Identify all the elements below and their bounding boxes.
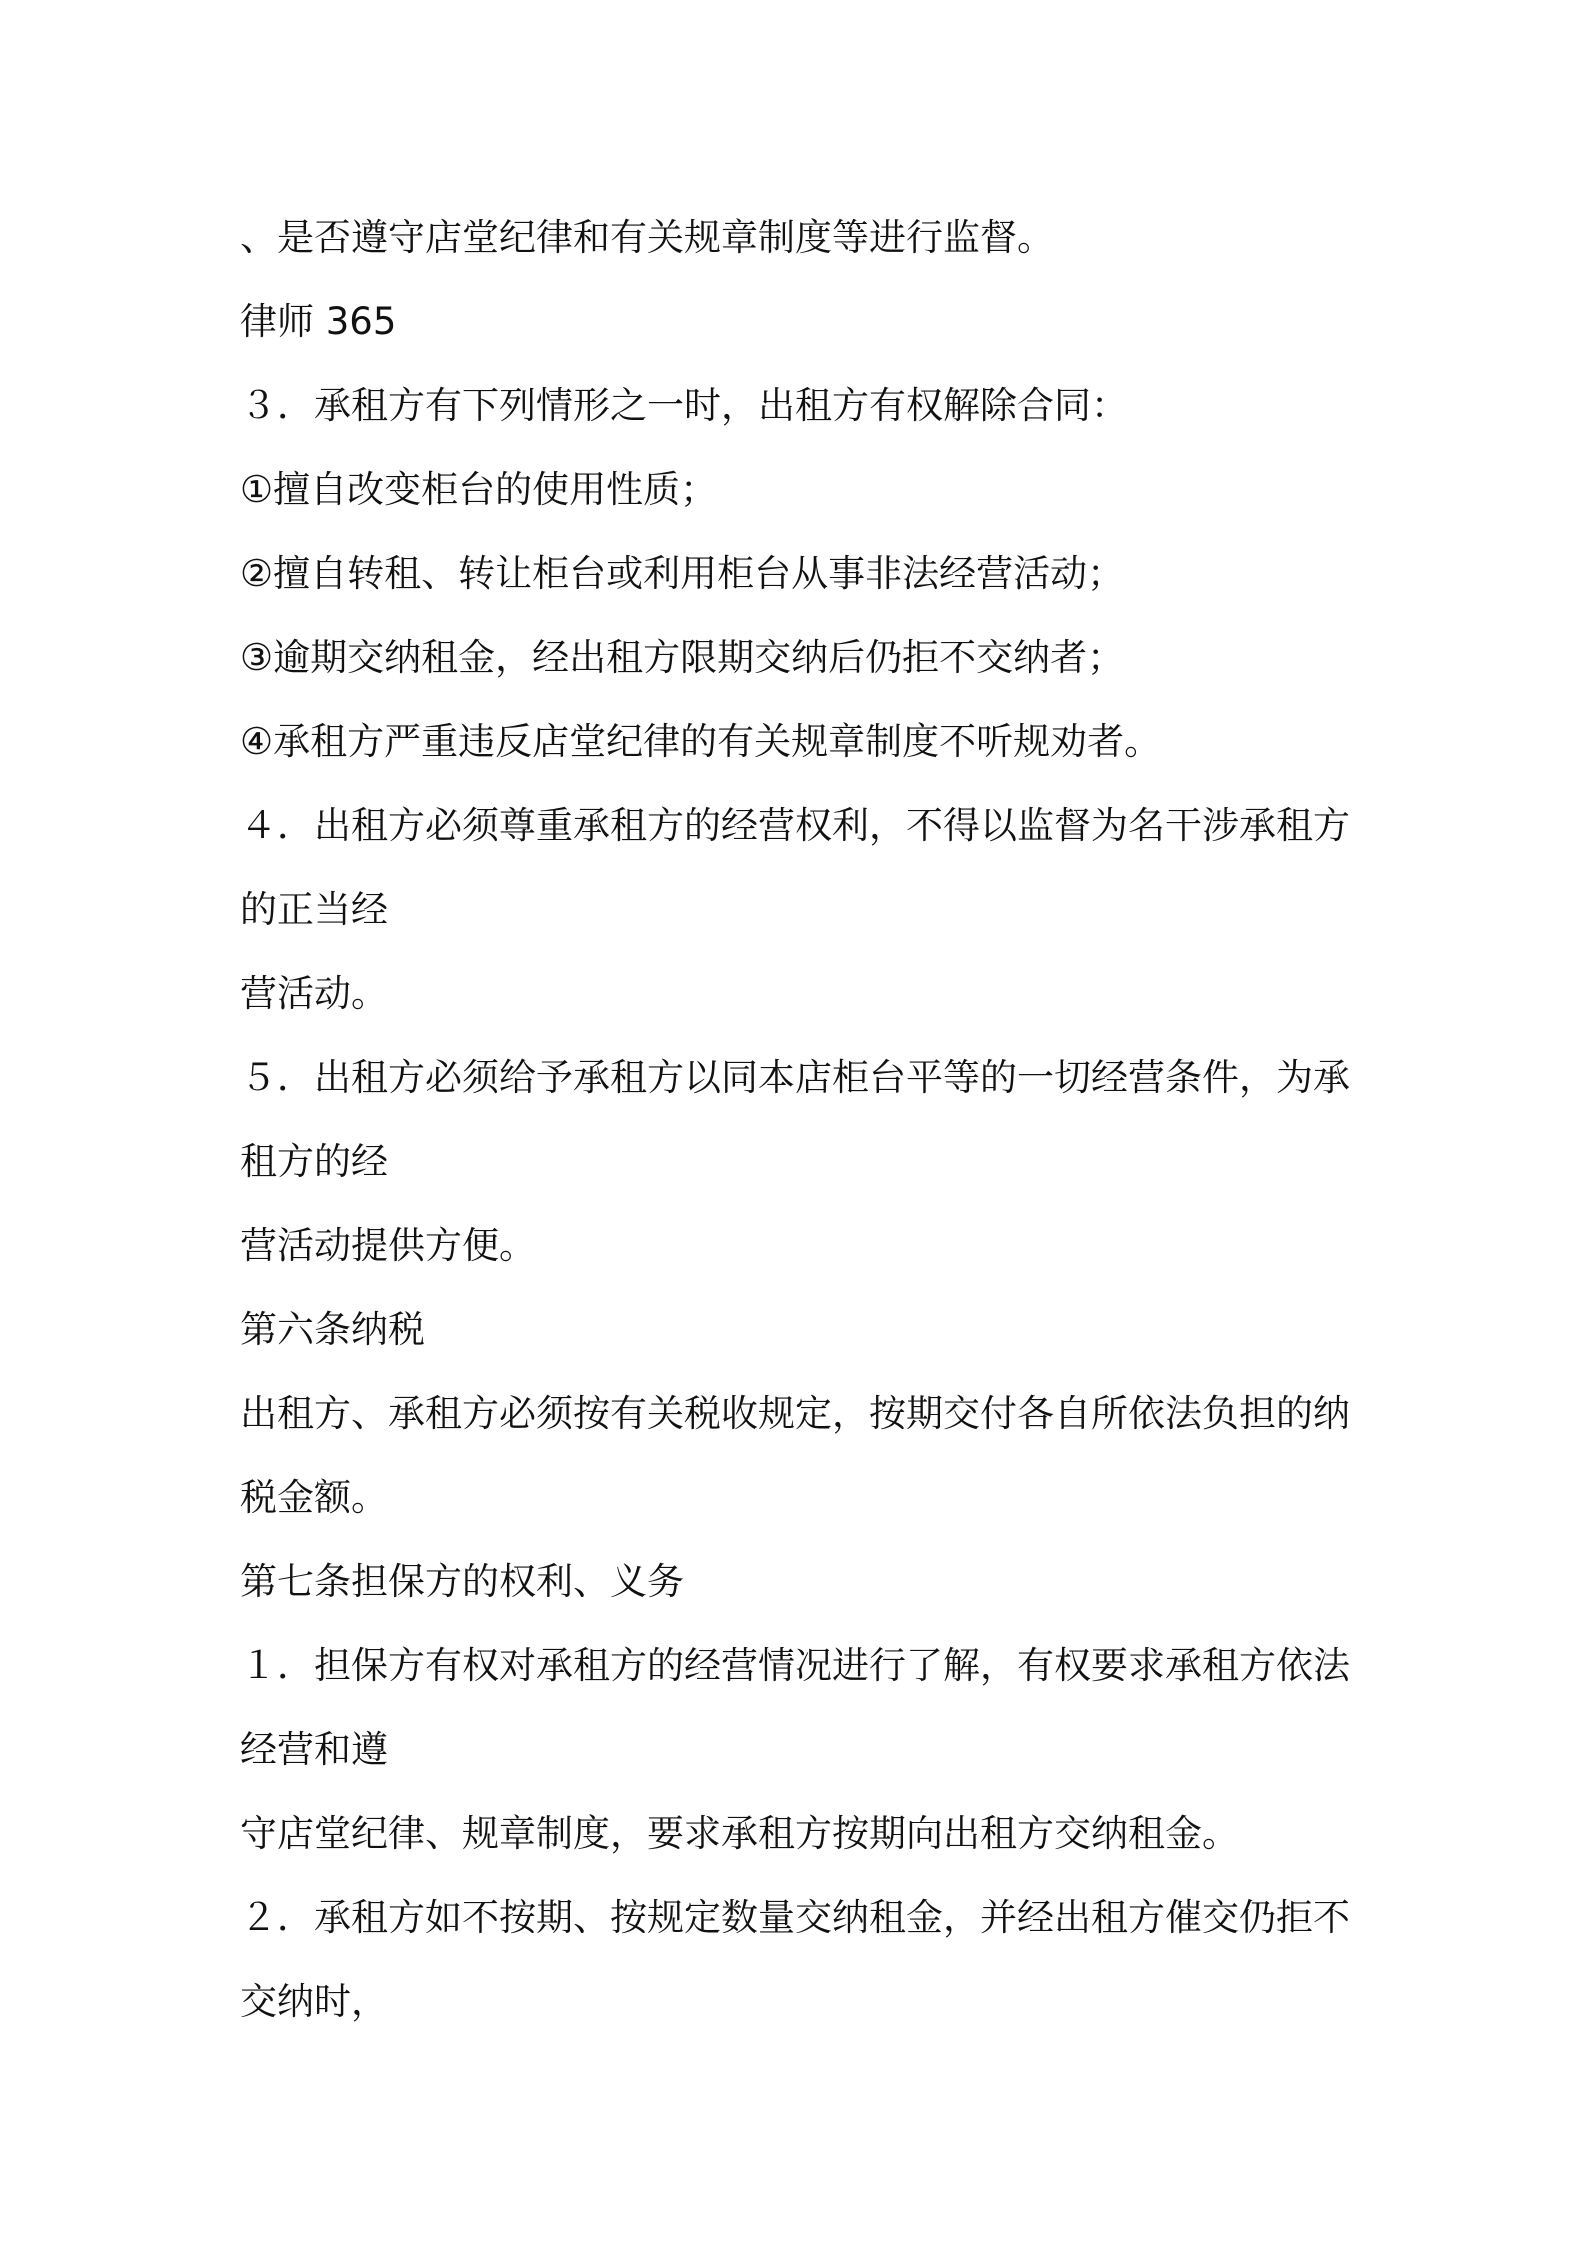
text-line: ３．承租方有下列情形之一时，出租方有权解除合同： bbox=[240, 384, 1128, 427]
text-line: 经营和遵 bbox=[240, 1728, 388, 1771]
text-line: １．担保方有权对承租方的经营情况进行了解，有权要求承租方依法 bbox=[240, 1644, 1350, 1687]
text-line: ５．出租方必须给予承租方以同本店柜台平等的一切经营条件，为承 bbox=[240, 1056, 1350, 1099]
text-line: 第六条纳税 bbox=[240, 1308, 425, 1351]
text-line: ①擅自改变柜台的使用性质； bbox=[240, 468, 718, 511]
text-line: 税金额。 bbox=[240, 1476, 388, 1519]
text-line: 交纳时， bbox=[240, 1980, 388, 2023]
text-line: ③逾期交纳租金，经出租方限期交纳后仍拒不交纳者； bbox=[240, 636, 1125, 679]
text-line: 租方的经 bbox=[240, 1140, 388, 1183]
text-line: 、是否遵守店堂纪律和有关规章制度等进行监督。 bbox=[240, 216, 1054, 259]
text-line: 的正当经 bbox=[240, 888, 388, 931]
text-line: 营活动提供方便。 bbox=[240, 1224, 536, 1267]
text-line: 守店堂纪律、规章制度，要求承租方按期向出租方交纳租金。 bbox=[240, 1812, 1239, 1855]
text-line: 出租方、承租方必须按有关税收规定，按期交付各自所依法负担的纳 bbox=[240, 1392, 1350, 1435]
text-line: 第七条担保方的权利、义务 bbox=[240, 1560, 684, 1603]
text-line: ４．出租方必须尊重承租方的经营权利，不得以监督为名干涉承租方 bbox=[240, 804, 1350, 847]
text-line: ④承租方严重违反店堂纪律的有关规章制度不听规劝者。 bbox=[240, 720, 1162, 763]
text-line: 营活动。 bbox=[240, 972, 388, 1015]
text-line: ②擅自转租、转让柜台或利用柜台从事非法经营活动； bbox=[240, 552, 1125, 595]
text-line: 律师 365 bbox=[240, 300, 397, 343]
text-line: ２．承租方如不按期、按规定数量交纳租金，并经出租方催交仍拒不 bbox=[240, 1896, 1350, 1939]
document-body bbox=[240, 196, 1360, 2044]
